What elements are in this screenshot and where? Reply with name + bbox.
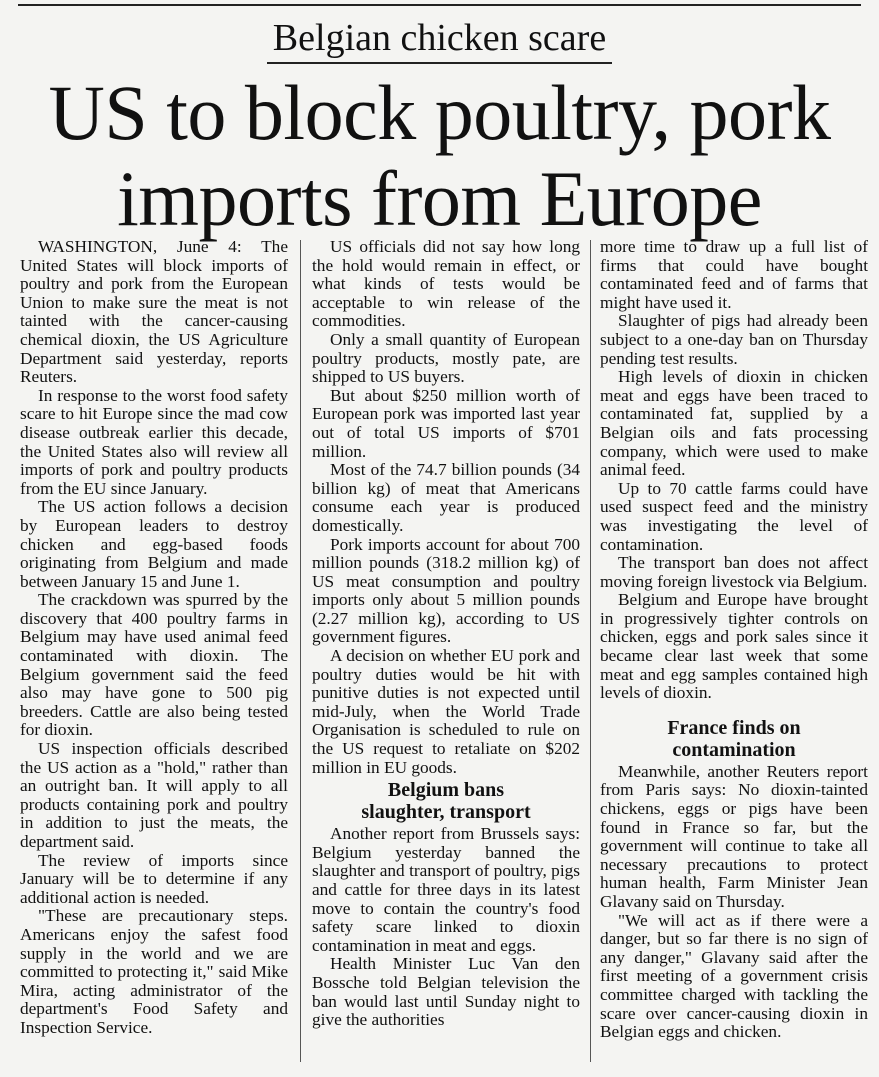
subheading-line-1: Belgium bans (387, 779, 505, 802)
paragraph: Up to 70 cattle farms could have used suspect feed and the ministry was investigating the level of contamination. (600, 478, 868, 554)
paragraph: US officials did not say how long the hold would remain in effect, or what kinds of tests would be acceptable to win release of the commodities. (312, 237, 580, 331)
paragraph: High levels of dioxin in chicken meat and eggs have been traced to contaminated fat, supplied by a Belgian oils and fats processing company, which were used to make animal feed. (600, 367, 868, 480)
headline-line-2: imports from Europe (117, 155, 762, 242)
paragraph: "These are precautionary steps. Americans enjoy the safest food supply in the world and we are committed to protecting it," said Mike Mira, acting administrator of the department's Food Safety and Inspection Service. (20, 906, 288, 1037)
kicker-container (0, 16, 879, 64)
paragraph: US inspection officials described the US action as a "hold," rather than an outright ban. It will apply to all products containing pork and poultry in addition to just the meats, the department said. (20, 739, 288, 851)
paragraph: Only a small quantity of European poultry products, mostly pate, are shipped to US buyers. (312, 329, 580, 387)
top-rule (18, 4, 861, 6)
headline (0, 70, 879, 242)
subheading-france-finds (600, 717, 868, 761)
paragraph: In response to the worst food safety scare to hit Europe since the mad cow disease outbreak earlier this decade, the United States also will review all imports of pork and poultry products from the EU since January. (20, 385, 288, 498)
column-2 (312, 238, 580, 1030)
column-rule-2 (590, 240, 591, 1062)
paragraph: But about $250 million worth of European pork was imported last year out of total US imports of $701 million. (312, 385, 580, 461)
paragraph-continued: more time to draw up a full list of firms that could have bought contaminated feed and of farms that might have used it. (600, 237, 868, 312)
paragraph: A decision on whether EU pork and poultry duties would be hit with punitive duties is not expected until mid-July, when the World Trade Organisation is scheduled to rule on the US request to retaliate on $202 million in EU goods. (312, 646, 580, 777)
paragraph: The transport ban does not affect moving foreign livestock via Belgium. (600, 553, 868, 591)
paragraph: The crackdown was spurred by the discovery that 400 poultry farms in Belgium may have used animal feed contaminated with dioxin. The Belgium government said the feed also may have gone to 500 pig breeders. Cattle are also being tested for dioxin. (20, 590, 288, 740)
paragraph: "We will act as if there were a danger, but so far there is no sign of any danger," Glavany said after the first meeting of a government crisis committee charged with tackling the scare over cancer-causing dioxin in Belgian eggs and chicken. (600, 910, 868, 1042)
paragraph: Most of the 74.7 billion pounds (34 billion kg) of meat that Americans consume each year is produced domestically. (312, 460, 580, 535)
paragraph: WASHINGTON, June 4: The United States will block imports of poultry and pork from the European Union to make sure the meat is not tainted with the cancer-causing chemical dioxin, the US Agriculture Department said yesterday, reports Reuters. (20, 237, 288, 387)
paragraph: The US action follows a decision by European leaders to destroy chicken and egg-based foods originating from Belgium and made between January 15 and June 1. (20, 497, 288, 591)
subheading-belgium-bans (312, 779, 580, 823)
paragraph: Health Minister Luc Van den Bossche told Belgian television the ban would last until Sunday night to give the authorities (312, 954, 580, 1030)
subheading-line-2: slaughter, transport (361, 801, 531, 824)
kicker: Belgian chicken scare (267, 16, 612, 64)
paragraph: Belgium and Europe have brought in progressively tighter controls on chicken, eggs and pork sales since it became clear last week that some meat and egg samples contained high levels of dioxin. (600, 590, 868, 703)
paragraph: Slaughter of pigs had already been subject to a one-day ban on Thursday pending test results. (600, 311, 868, 368)
paragraph: Another report from Brussels says: Belgium yesterday banned the slaughter and transport of poultry, pigs and cattle for three days in its latest move to contain the country's food safety scare linked to dioxin contamination in meat and eggs. (312, 824, 580, 955)
column-1 (20, 238, 288, 1038)
headline-line-1: US to block poultry, pork (48, 69, 831, 156)
column-rule-1 (300, 240, 301, 1062)
subheading-line-1: France finds on (667, 716, 801, 739)
subheading-line-2: contamination (672, 738, 796, 761)
paragraph: Pork imports account for about 700 million pounds (318.2 million kg) of US meat consumption and poultry imports only about 5 million pounds (2.27 million kg), according to US government figures. (312, 534, 580, 647)
paragraph: Meanwhile, another Reuters report from Paris says: No dioxin-tainted chickens, eggs or pigs have been found in France so far, but the government will continue to take all necessary precautions to protect human health, Farm Minister Jean Glavany said on Thursday. (600, 761, 868, 911)
paragraph: The review of imports since January will be to determine if any additional action is needed. (20, 850, 288, 907)
column-3 (600, 238, 868, 1042)
